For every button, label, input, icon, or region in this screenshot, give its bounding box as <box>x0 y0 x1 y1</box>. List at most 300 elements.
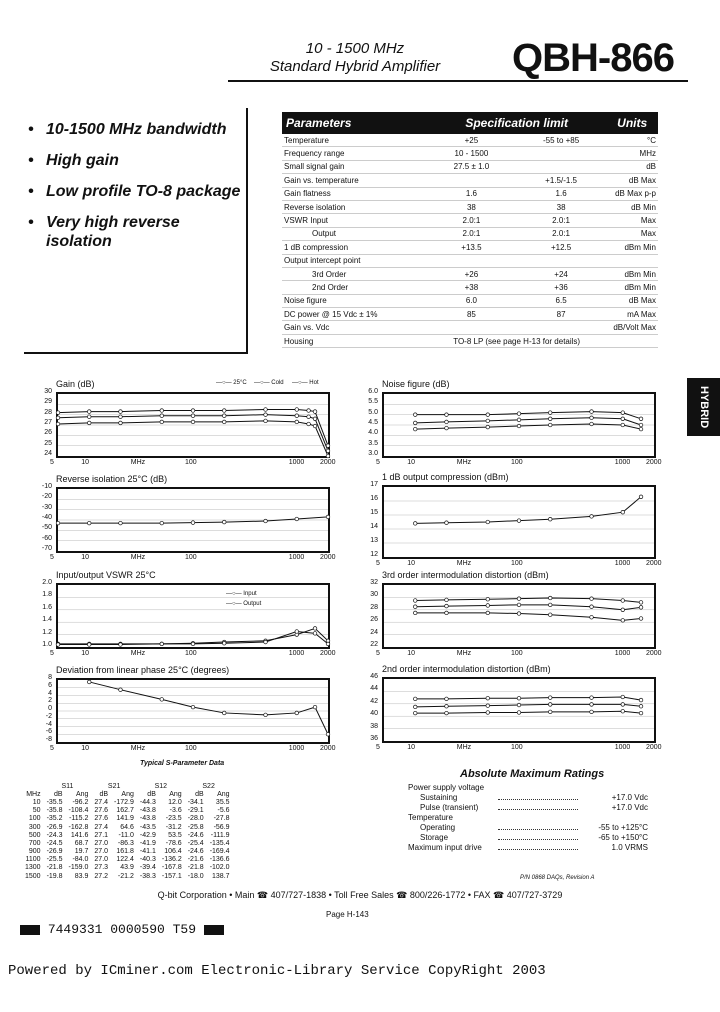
amr-label: Power supply voltage <box>408 783 485 792</box>
spec-cell: +36 <box>516 281 606 294</box>
chart-x-tick: 10 <box>81 650 90 657</box>
chart-point <box>295 517 299 521</box>
sparam-cell: -5.6 <box>217 807 230 815</box>
chart-y-tick: 25 <box>44 439 52 447</box>
chart-point <box>548 696 552 700</box>
amr-label: Storage <box>420 833 449 842</box>
sparam-row <box>22 807 233 815</box>
spec-cell: Small signal gain <box>282 160 427 173</box>
sparam-cell: -111.9 <box>210 831 230 839</box>
sparam-cell: -21.8 <box>46 864 63 872</box>
chart-x-tick: 2000 <box>320 745 336 752</box>
chart-y-tick: 13 <box>370 537 378 544</box>
chart-point <box>486 419 490 423</box>
sparam-cell: -39.4 <box>139 864 156 872</box>
chart-x-tick: MHz <box>130 745 146 752</box>
chart-point <box>590 515 594 519</box>
sparam-cell: -167.8 <box>161 864 182 872</box>
chart-x-tick: 100 <box>185 459 197 466</box>
sparam-cell: -56.9 <box>213 823 230 831</box>
chart-point <box>445 598 449 602</box>
chart-point <box>413 427 417 431</box>
chart-point <box>517 597 521 601</box>
chart-point <box>160 414 164 418</box>
chart-point <box>119 521 123 525</box>
amr-value: +17.0 Vdc <box>611 793 648 802</box>
chart-x-tick: 5 <box>50 554 54 561</box>
amr-row <box>408 793 648 803</box>
spec-cell: dB Min <box>606 200 658 213</box>
chart-point <box>56 643 60 647</box>
chart-legend-entry: —○— Hot <box>292 380 319 386</box>
subtitle-line-2: Standard Hybrid Amplifier <box>269 58 441 75</box>
chart-y-tick: 1.0 <box>42 641 52 648</box>
sparam-cell: -25.5 <box>46 856 63 864</box>
sparam-cell: 106.4 <box>164 848 182 856</box>
section-tab: HYBRID <box>687 378 720 436</box>
sparam-cell: -27.8 <box>213 815 230 823</box>
sparam-cell: -24.6 <box>187 831 204 839</box>
chart-point <box>590 696 594 700</box>
chart-point <box>264 640 268 644</box>
chart-x-tick: 2000 <box>320 459 336 466</box>
chart-y-tick: 1.8 <box>42 591 52 599</box>
chart-y-tick: 40 <box>370 710 378 718</box>
chart-y-tick: -4 <box>45 720 52 728</box>
chart-title: Gain (dB) <box>56 379 95 389</box>
chart-series-line <box>415 704 641 706</box>
chart-point <box>517 696 521 700</box>
chart-y-tick: 0 <box>48 705 52 712</box>
sparam-cell: 500 <box>28 831 41 839</box>
chart-point <box>264 408 268 412</box>
chart-x-tick: 5 <box>376 744 380 751</box>
chart-point <box>87 415 91 419</box>
chart-y-tick: -40 <box>41 514 52 521</box>
spec-cell <box>427 174 516 187</box>
sparam-cell: -41.1 <box>139 848 156 856</box>
chart-point <box>517 519 521 523</box>
chart-point <box>56 416 60 420</box>
chart-point <box>191 414 195 418</box>
chart-point <box>517 424 521 428</box>
chart-point <box>191 521 195 525</box>
chart-point <box>191 420 195 424</box>
spec-cell: DC power @ 15 Vdc ± 1% <box>282 308 427 321</box>
spec-row <box>282 321 658 334</box>
chart-y-tick: 15 <box>370 509 378 516</box>
chart-point <box>517 603 521 607</box>
sparam-cell: -24.5 <box>46 839 63 847</box>
chart-series-line <box>415 418 641 425</box>
spec-cell: Gain vs. temperature <box>282 174 427 187</box>
spec-row <box>282 241 658 254</box>
sparam-cell: -31.2 <box>165 823 182 831</box>
sparam-cell: -25.4 <box>187 839 204 847</box>
sparam-group: S21 <box>107 782 121 790</box>
spec-cell: 38 <box>516 200 606 213</box>
sparam-cell: -3.6 <box>169 807 182 815</box>
chart-point <box>313 627 317 631</box>
chart-x-tick: 100 <box>511 459 523 466</box>
chart-point <box>413 421 417 425</box>
spec-cell: VSWR Input <box>282 214 427 227</box>
chart-y-tick: 2 <box>48 697 52 705</box>
chart-y-tick: 16 <box>370 495 378 502</box>
chart-y-tick: 3.5 <box>368 439 378 447</box>
chart-point <box>191 409 195 413</box>
page-number: Page H-143 <box>326 910 369 919</box>
sparam-cell: -40.3 <box>139 856 156 864</box>
sparam-cell: -19.8 <box>46 872 63 880</box>
spec-cell: Max <box>606 214 658 227</box>
chart-point <box>445 420 449 424</box>
sparam-cell: -136.6 <box>209 856 230 864</box>
sparam-group: S22 <box>202 782 215 790</box>
chart-y-tick: 24 <box>370 628 378 636</box>
chart-y-tick: 12 <box>370 551 378 558</box>
chart-point <box>160 698 164 702</box>
chart-point <box>621 709 625 713</box>
sparam-cell: -78.6 <box>165 839 182 847</box>
spec-cell: Housing <box>282 334 427 347</box>
sparam-cell: -18.0 <box>187 872 204 880</box>
chart-point <box>621 608 625 612</box>
spec-row <box>282 214 658 227</box>
chart-title: 1 dB output compression (dBm) <box>382 472 509 482</box>
amr-row <box>408 843 648 853</box>
sparam-cell: 35.5 <box>215 798 230 806</box>
sparam-row <box>22 864 233 872</box>
chart-point <box>590 410 594 414</box>
spec-cell: +12.5 <box>516 241 606 254</box>
chart-series-line <box>415 613 641 620</box>
chart-title: Reverse isolation 25°C (dB) <box>56 474 168 484</box>
chart-title: Deviation from linear phase 25°C (degrees) <box>56 665 230 675</box>
spec-cell: 85 <box>427 308 516 321</box>
spec-row <box>282 267 658 280</box>
chart-point <box>445 521 449 525</box>
chart-x-tick: MHz <box>456 650 472 657</box>
chart-x-tick: 10 <box>407 560 416 567</box>
sparam-cell: 53.5 <box>168 831 182 839</box>
chart-point <box>264 413 268 417</box>
sparam-cell: 1300 <box>25 864 41 872</box>
sparam-cell: -34.1 <box>187 798 204 806</box>
sparam-cell: 700 <box>28 839 41 847</box>
chart-point <box>295 408 299 412</box>
chart-x-tick: 5 <box>50 459 54 466</box>
chart-point <box>548 411 552 415</box>
spec-cell: dB Max <box>606 294 658 307</box>
spec-cell <box>516 147 606 160</box>
chart-plot <box>384 679 654 741</box>
sparam-col-header: dB <box>99 790 109 798</box>
sparam-cell: 43.9 <box>120 864 134 872</box>
sparam-col-header: dB <box>53 790 63 798</box>
amr-value: +17.0 Vdc <box>611 803 648 812</box>
sparam-title: Typical S-Parameter Data <box>140 760 225 767</box>
chart-point <box>548 603 552 607</box>
chart-point <box>326 444 330 448</box>
chart-x-tick: 1000 <box>288 745 305 752</box>
chart-point <box>87 643 91 647</box>
powered-by: Powered by ICminer.com Electronic-Library Service CopyRight 2003 <box>8 963 546 979</box>
sparam-row <box>22 856 233 864</box>
chart-point <box>486 597 490 601</box>
chart-point <box>621 695 625 699</box>
chart-point <box>445 711 449 715</box>
chart-y-tick: 4.0 <box>368 429 378 437</box>
feature-item: • Low profile TO-8 package <box>28 182 246 201</box>
chart-plot <box>58 394 328 456</box>
features-box <box>24 108 248 354</box>
chart-plot <box>58 585 328 647</box>
spec-cell: 87 <box>516 308 606 321</box>
amr-label: Sustaining <box>420 793 458 802</box>
chart-point <box>548 417 552 421</box>
chart-point <box>621 703 625 707</box>
chart-x-tick: 100 <box>185 745 197 752</box>
chart-point <box>191 642 195 646</box>
chart-y-tick: -70 <box>41 545 52 552</box>
chart-point <box>295 630 299 634</box>
sparam-cell: -44.3 <box>139 798 156 806</box>
amr-value: 1.0 VRMS <box>611 843 648 852</box>
sparam-row <box>22 831 233 839</box>
chart-point <box>413 599 417 603</box>
amr-label: Operating <box>420 823 456 832</box>
chart-x-tick: 2000 <box>646 650 662 657</box>
chart-point <box>295 420 299 424</box>
chart-x-tick: 1000 <box>614 650 631 657</box>
sparam-table <box>22 782 233 880</box>
barcode-text: 7449331 0000590 T59 <box>47 922 197 937</box>
chart-point <box>326 454 330 458</box>
chart-point <box>160 409 164 413</box>
chart-legend-entry: —○— Cold <box>254 380 284 386</box>
chart-y-tick: -30 <box>41 503 52 511</box>
sparam-cell: -162.8 <box>68 823 89 831</box>
chart-series-line <box>415 598 641 602</box>
sparam-cell: -21.8 <box>187 864 204 872</box>
spec-cell: +25 <box>427 134 516 147</box>
spec-cell: Temperature <box>282 134 427 147</box>
chart-x-tick: 10 <box>407 744 416 751</box>
chart-point <box>307 409 311 413</box>
chart-point <box>486 520 490 524</box>
spec-cell: MHz <box>606 147 658 160</box>
spec-cell: 27.5 ± 1.0 <box>427 160 516 173</box>
spec-cell: dBm Min <box>606 241 658 254</box>
chart-x-tick: 10 <box>81 459 90 466</box>
chart-point <box>548 517 552 521</box>
chart-y-tick: 3.0 <box>368 450 378 457</box>
sparam-cell: 162.7 <box>116 807 134 815</box>
sparam-cell: 1100 <box>25 856 41 864</box>
chart-legend-entry: —○— Output <box>226 601 262 607</box>
chart-x-tick: 100 <box>511 744 523 751</box>
chart-plot <box>58 489 328 551</box>
amr-value: -55 to +125°C <box>598 823 648 832</box>
chart-point <box>639 606 643 610</box>
chart-y-tick: 46 <box>370 673 378 680</box>
barcode-block <box>204 925 224 935</box>
chart-x-tick: 1000 <box>288 459 305 466</box>
chart-point <box>590 597 594 601</box>
sparam-cell: 161.8 <box>116 848 134 856</box>
chart-series-line <box>58 421 328 456</box>
chart-point <box>639 427 643 431</box>
chart-point <box>56 411 60 415</box>
chart-y-tick: 5.0 <box>368 408 378 416</box>
chart-point <box>486 425 490 429</box>
sparam-cell: -43.5 <box>139 823 156 831</box>
amr-leader <box>498 829 578 830</box>
chart-y-tick: -20 <box>41 493 52 501</box>
sparam-col-header: Ang <box>121 790 134 798</box>
spec-row <box>282 187 658 200</box>
chart-x-tick: 1000 <box>614 459 631 466</box>
spec-table <box>282 112 658 348</box>
chart-point <box>639 704 643 708</box>
amr-label: Pulse (transient) <box>420 803 479 812</box>
chart-x-tick: MHz <box>130 554 146 561</box>
amr-label: Maximum input drive <box>408 843 482 852</box>
chart-y-tick: -2 <box>45 712 52 720</box>
sparam-cell: 27.6 <box>94 815 109 823</box>
chart-point <box>326 515 330 519</box>
chart-y-tick: 24 <box>44 450 52 457</box>
chart-y-tick: -50 <box>41 524 52 532</box>
spec-cell: 1.6 <box>516 187 606 200</box>
chart-y-tick: 8 <box>48 674 52 681</box>
sparam-cell: 27.0 <box>94 856 109 864</box>
sparam-cell: 10 <box>32 798 41 806</box>
spec-cell: Gain vs. Vdc <box>282 321 427 334</box>
chart-x-tick: 10 <box>81 745 90 752</box>
amr-row <box>408 813 648 823</box>
chart-point <box>222 520 226 524</box>
chart-y-tick: 36 <box>370 735 378 742</box>
chart-point <box>191 705 195 709</box>
spec-cell <box>427 254 516 267</box>
chart-x-tick: MHz <box>130 459 146 466</box>
spec-cell: Output intercept point <box>282 254 427 267</box>
sparam-group: S12 <box>154 782 168 790</box>
chart-y-tick: 27 <box>44 419 52 426</box>
chart-y-tick: 22 <box>370 641 378 648</box>
amr-row <box>408 823 648 833</box>
chart-point <box>445 704 449 708</box>
chart-y-tick: 1.6 <box>42 603 52 611</box>
sparam-cell: -28.0 <box>187 815 204 823</box>
spec-cell: Noise figure <box>282 294 427 307</box>
sparam-cell: -35.2 <box>46 815 63 823</box>
sparam-cell: -26.9 <box>46 848 63 856</box>
sparam-cell: -169.4 <box>209 848 230 856</box>
spec-row <box>282 134 658 147</box>
chart-point <box>222 420 226 424</box>
chart-point <box>639 417 643 421</box>
chart-point <box>87 521 91 525</box>
spec-cell <box>606 254 658 267</box>
spec-cell: dBm Min <box>606 281 658 294</box>
sparam-cell: -43.8 <box>139 815 156 823</box>
spec-cell: dB <box>606 160 658 173</box>
chart-point <box>326 732 330 736</box>
sparam-col-header: MHz <box>26 790 41 798</box>
spec-cell <box>516 321 606 334</box>
chart-y-tick: 30 <box>44 388 52 395</box>
chart-point <box>264 419 268 423</box>
chart-point <box>160 642 164 646</box>
chart-point <box>119 421 123 425</box>
chart-y-tick: 32 <box>370 579 378 586</box>
sparam-cell: 27.1 <box>94 831 109 839</box>
chart-point <box>445 697 449 701</box>
chart-y-tick: 44 <box>370 685 378 693</box>
sparam-cell: -38.3 <box>139 872 156 880</box>
sparam-cell: -23.5 <box>165 815 182 823</box>
sparam-row <box>22 872 233 880</box>
sparam-col-header: Ang <box>217 790 230 798</box>
header-rule <box>228 80 688 82</box>
chart-point <box>222 711 226 715</box>
amr-leader <box>498 799 578 800</box>
chart-point <box>486 604 490 608</box>
chart-y-tick: 29 <box>44 398 52 406</box>
sparam-cell: -159.0 <box>68 864 89 872</box>
chart-point <box>548 423 552 427</box>
chart-y-tick: 5.5 <box>368 398 378 406</box>
sparam-cell: -43.8 <box>139 807 156 815</box>
chart-x-tick: MHz <box>456 459 472 466</box>
chart-point <box>590 710 594 714</box>
spec-cell: 2nd Order <box>282 281 427 294</box>
sparam-col-header: dB <box>195 790 204 798</box>
spec-cell: Frequency range <box>282 147 427 160</box>
chart-point <box>590 605 594 609</box>
chart-point <box>264 713 268 717</box>
spec-cell: 10 - 1500 <box>427 147 516 160</box>
chart-point <box>486 711 490 715</box>
amr-label: Temperature <box>408 813 453 822</box>
chart-x-tick: 1000 <box>288 554 305 561</box>
chart-series-line <box>415 412 641 419</box>
sparam-cell: -29.1 <box>187 807 204 815</box>
spec-cell: 3rd Order <box>282 267 427 280</box>
chart-point <box>517 418 521 422</box>
chart-x-tick: 5 <box>376 560 380 567</box>
chart-point <box>87 421 91 425</box>
spec-row <box>282 200 658 213</box>
sparam-col-header: Ang <box>169 790 182 798</box>
subtitle <box>230 40 480 76</box>
chart-point <box>548 703 552 707</box>
chart-plot <box>58 680 328 742</box>
chart-y-tick: 17 <box>370 481 378 488</box>
chart-x-tick: 5 <box>50 650 54 657</box>
chart-point <box>590 703 594 707</box>
sparam-cell: -41.9 <box>139 839 156 847</box>
spec-header-params: Parameters <box>282 112 427 134</box>
chart-point <box>307 415 311 419</box>
chart-legend-entry: —○— Input <box>226 591 257 597</box>
sparam-cell: 27.4 <box>94 798 109 806</box>
chart-point <box>639 495 643 499</box>
subtitle-line-1: 10 - 1500 MHz <box>305 40 405 57</box>
